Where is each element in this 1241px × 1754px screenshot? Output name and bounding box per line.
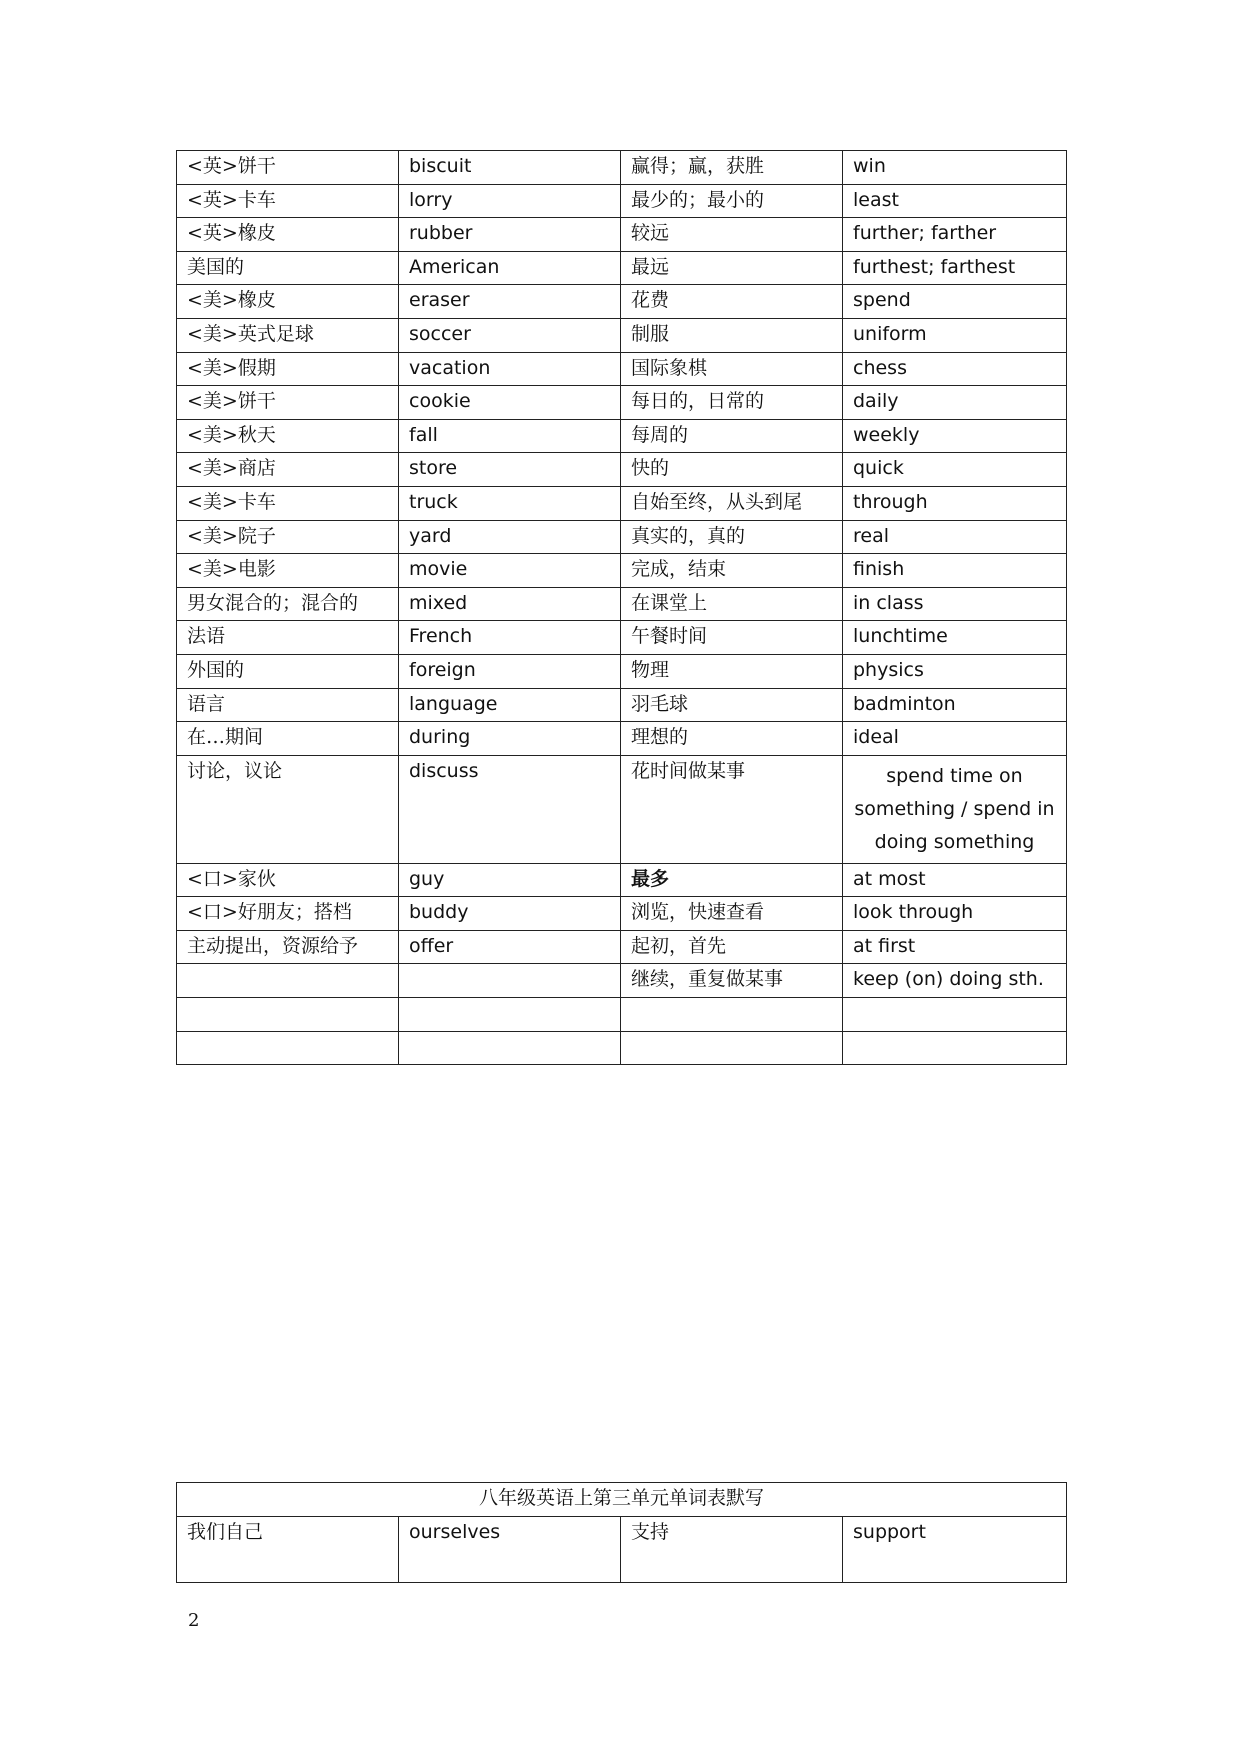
table-row	[177, 688, 1067, 722]
english-word-cell: offer	[399, 930, 621, 964]
english-word-cell: mixed	[399, 587, 621, 621]
english-word-cell: least	[843, 184, 1067, 218]
chinese-meaning-cell: 语言	[177, 688, 399, 722]
table-title-row	[177, 1483, 1067, 1517]
english-word-cell: vacation	[399, 352, 621, 386]
english-word-cell: support	[843, 1517, 1067, 1583]
english-word-cell: guy	[399, 863, 621, 897]
english-word-cell: French	[399, 621, 621, 655]
chinese-meaning-cell: 在…期间	[177, 722, 399, 756]
english-word-cell: quick	[843, 453, 1067, 487]
english-word-cell: in class	[843, 587, 1067, 621]
english-word-cell: spend	[843, 285, 1067, 319]
chinese-meaning-cell: 最远	[621, 251, 843, 285]
english-word-cell: spend time on something / spend in doing something	[843, 755, 1067, 863]
table-row	[177, 1031, 1067, 1065]
chinese-meaning-cell	[177, 964, 399, 998]
chinese-meaning-cell: 赢得；赢，获胜	[621, 151, 843, 185]
english-word-cell: at first	[843, 930, 1067, 964]
table-row	[177, 964, 1067, 998]
english-word-cell: movie	[399, 554, 621, 588]
chinese-meaning-cell: <美>商店	[177, 453, 399, 487]
chinese-meaning-cell: 浏览，快速查看	[621, 897, 843, 931]
table-row	[177, 755, 1067, 863]
english-word-cell: fall	[399, 419, 621, 453]
english-word-cell: real	[843, 520, 1067, 554]
table-row	[177, 863, 1067, 897]
english-word-cell: look through	[843, 897, 1067, 931]
chinese-meaning-cell: 支持	[621, 1517, 843, 1583]
chinese-meaning-cell: <英>饼干	[177, 151, 399, 185]
english-word-cell: buddy	[399, 897, 621, 931]
chinese-meaning-cell: 自始至终，从头到尾	[621, 486, 843, 520]
table-row	[177, 453, 1067, 487]
chinese-meaning-cell: <美>饼干	[177, 386, 399, 420]
chinese-meaning-cell: 最少的；最小的	[621, 184, 843, 218]
table-row	[177, 486, 1067, 520]
table-row	[177, 722, 1067, 756]
english-word-cell: finish	[843, 554, 1067, 588]
chinese-meaning-cell: <口>好朋友；搭档	[177, 897, 399, 931]
english-word-cell: daily	[843, 386, 1067, 420]
table-row	[177, 654, 1067, 688]
chinese-meaning-cell: 羽毛球	[621, 688, 843, 722]
table-row	[177, 352, 1067, 386]
english-word-cell: foreign	[399, 654, 621, 688]
page-number: 2	[188, 1610, 200, 1631]
english-word-cell: language	[399, 688, 621, 722]
chinese-meaning-cell: 每周的	[621, 419, 843, 453]
english-word-cell: discuss	[399, 755, 621, 863]
chinese-meaning-cell: 法语	[177, 621, 399, 655]
table-row	[177, 218, 1067, 252]
chinese-meaning-cell: 主动提出，资源给予	[177, 930, 399, 964]
chinese-meaning-cell: <美>橡皮	[177, 285, 399, 319]
chinese-meaning-cell: 每日的，日常的	[621, 386, 843, 420]
english-word-cell	[843, 1031, 1067, 1065]
english-word-cell: eraser	[399, 285, 621, 319]
table-row	[177, 285, 1067, 319]
chinese-meaning-cell: 在课堂上	[621, 587, 843, 621]
table-row	[177, 520, 1067, 554]
chinese-meaning-cell: 美国的	[177, 251, 399, 285]
chinese-meaning-cell: <英>橡皮	[177, 218, 399, 252]
chinese-meaning-cell: <英>卡车	[177, 184, 399, 218]
chinese-meaning-cell: 国际象棋	[621, 352, 843, 386]
table-row	[177, 184, 1067, 218]
chinese-meaning-cell: <美>秋天	[177, 419, 399, 453]
vocabulary-table	[176, 150, 1067, 1065]
chinese-meaning-cell: 外国的	[177, 654, 399, 688]
chinese-meaning-cell: 午餐时间	[621, 621, 843, 655]
table-row	[177, 554, 1067, 588]
chinese-meaning-cell: 花时间做某事	[621, 755, 843, 863]
english-word-cell: yard	[399, 520, 621, 554]
chinese-meaning-cell: <美>英式足球	[177, 318, 399, 352]
chinese-meaning-cell: 讨论，议论	[177, 755, 399, 863]
chinese-meaning-cell: <美>假期	[177, 352, 399, 386]
english-word-cell	[399, 1031, 621, 1065]
table-row	[177, 587, 1067, 621]
chinese-meaning-cell: 快的	[621, 453, 843, 487]
chinese-meaning-cell	[177, 998, 399, 1032]
chinese-meaning-cell: 最多	[621, 863, 843, 897]
table-row	[177, 621, 1067, 655]
chinese-meaning-cell: 较远	[621, 218, 843, 252]
chinese-meaning-cell: <美>卡车	[177, 486, 399, 520]
chinese-meaning-cell: 花费	[621, 285, 843, 319]
unit3-vocabulary-table	[176, 1482, 1067, 1583]
english-word-cell: cookie	[399, 386, 621, 420]
table-title: 八年级英语上第三单元单词表默写	[177, 1483, 1067, 1517]
english-word-cell: chess	[843, 352, 1067, 386]
chinese-meaning-cell: 理想的	[621, 722, 843, 756]
english-word-cell: during	[399, 722, 621, 756]
chinese-meaning-cell: 男女混合的；混合的	[177, 587, 399, 621]
table-row	[177, 386, 1067, 420]
vocabulary-table-body	[177, 151, 1067, 1065]
english-word-cell: furthest; farthest	[843, 251, 1067, 285]
english-word-cell	[399, 964, 621, 998]
chinese-meaning-cell: 制服	[621, 318, 843, 352]
english-word-cell: further; farther	[843, 218, 1067, 252]
english-word-cell: ideal	[843, 722, 1067, 756]
english-word-cell: uniform	[843, 318, 1067, 352]
chinese-meaning-cell	[621, 1031, 843, 1065]
english-word-cell: lunchtime	[843, 621, 1067, 655]
chinese-meaning-cell: 起初，首先	[621, 930, 843, 964]
chinese-meaning-cell	[177, 1031, 399, 1065]
chinese-meaning-cell: 完成，结束	[621, 554, 843, 588]
chinese-meaning-cell: 继续，重复做某事	[621, 964, 843, 998]
table-row	[177, 318, 1067, 352]
english-word-cell: store	[399, 453, 621, 487]
english-word-cell: win	[843, 151, 1067, 185]
chinese-meaning-cell: 物理	[621, 654, 843, 688]
english-word-cell: American	[399, 251, 621, 285]
table-row	[177, 151, 1067, 185]
table-row	[177, 1517, 1067, 1583]
table-row	[177, 419, 1067, 453]
chinese-meaning-cell: 我们自己	[177, 1517, 399, 1583]
english-word-cell: through	[843, 486, 1067, 520]
table-row	[177, 930, 1067, 964]
chinese-meaning-cell: <口>家伙	[177, 863, 399, 897]
english-word-cell	[399, 998, 621, 1032]
chinese-meaning-cell: <美>院子	[177, 520, 399, 554]
english-word-cell: biscuit	[399, 151, 621, 185]
chinese-meaning-cell	[621, 998, 843, 1032]
english-word-cell: rubber	[399, 218, 621, 252]
english-word-cell	[843, 998, 1067, 1032]
english-word-cell: at most	[843, 863, 1067, 897]
english-word-cell: lorry	[399, 184, 621, 218]
table-row	[177, 897, 1067, 931]
english-word-cell: soccer	[399, 318, 621, 352]
english-word-cell: weekly	[843, 419, 1067, 453]
english-word-cell: ourselves	[399, 1517, 621, 1583]
table-row	[177, 251, 1067, 285]
english-word-cell: keep (on) doing sth.	[843, 964, 1067, 998]
english-word-cell: truck	[399, 486, 621, 520]
table-row	[177, 998, 1067, 1032]
english-word-cell: badminton	[843, 688, 1067, 722]
english-word-cell: physics	[843, 654, 1067, 688]
chinese-meaning-cell: 真实的，真的	[621, 520, 843, 554]
chinese-meaning-cell: <美>电影	[177, 554, 399, 588]
